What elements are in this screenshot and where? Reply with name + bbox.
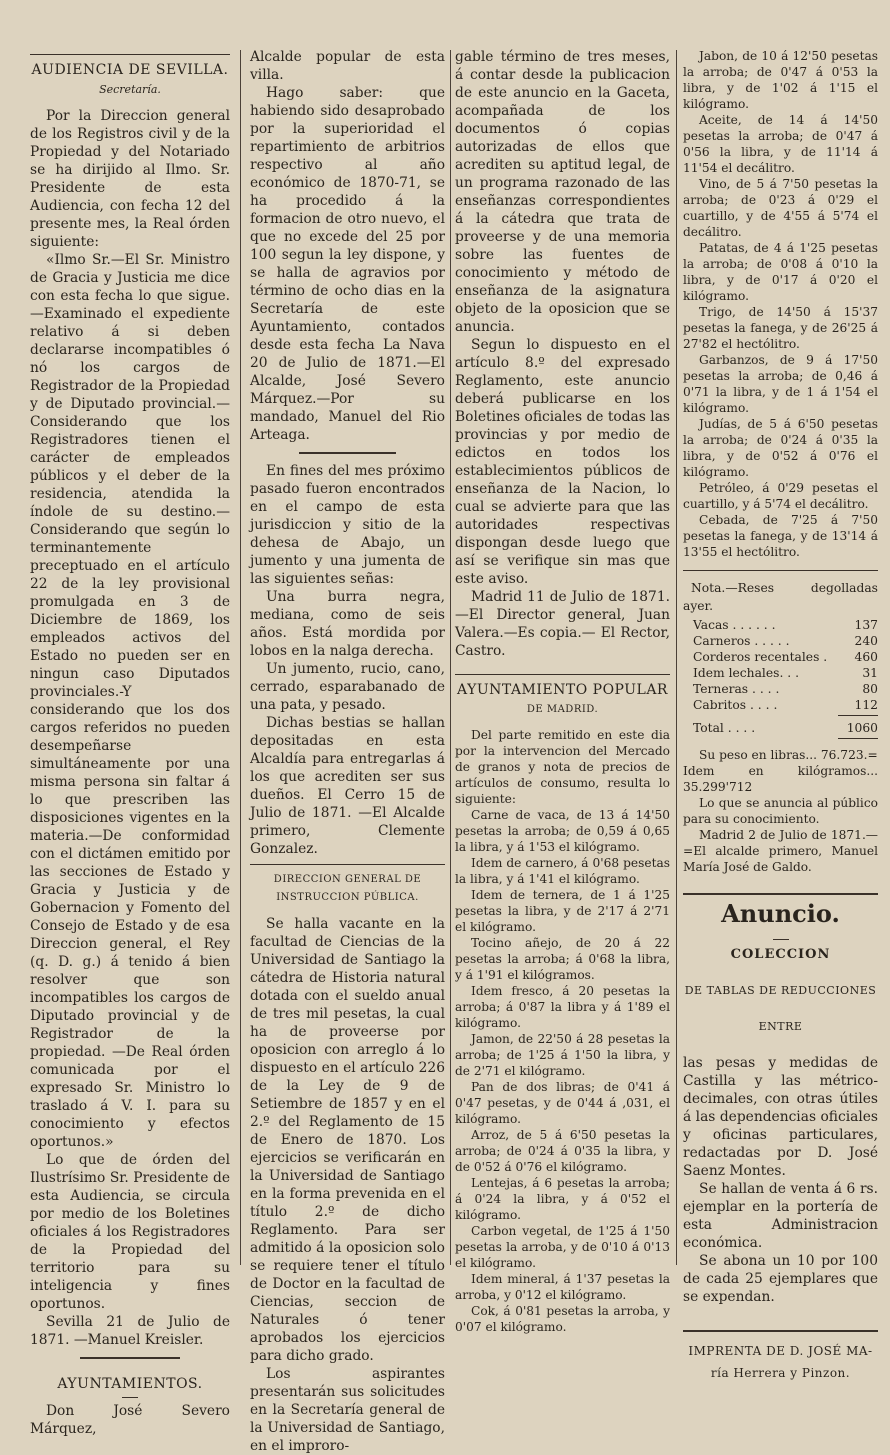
- rule: [773, 939, 789, 940]
- price-item: Idem de ternera, de 1 á 1'25 pesetas la libra, y de 2'17 á 2'71 el kilógramo.: [455, 888, 670, 934]
- price-item: Cebada, de 7'25 á 7'50 pesetas la fanega, y de 13'14 á 13'55 el hectólitro.: [683, 513, 878, 559]
- section-heading: DIRECCION GENERAL DE INSTRUCCION PÚBLICA.: [273, 874, 422, 903]
- column-divider: [450, 50, 451, 1265]
- rule: [683, 570, 878, 571]
- rule: [80, 1357, 180, 1359]
- column-4: [683, 48, 878, 1384]
- paragraph: Por la Direccion general de los Registros civil y de la Propiedad y del Notariado se ha dirijido al Ilmo. Sr. Presidente de esta Audiencia, con fecha 12 del presente mes, la Real órden siguiente:: [30, 108, 230, 250]
- price-item: Arroz, de 5 á 6'50 pesetas la arroba; de 0'24 á 0'35 la libra, y de 0'52 á 0'76 el kilógramo.: [455, 1128, 670, 1174]
- price-item: Petróleo, á 0'29 pesetas el cuartillo, y á 5'74 el decálitro.: [683, 481, 878, 511]
- paragraph: gable término de tres meses, á contar desde la publicacion de este anuncio en la Gaceta, acompañada de los documentos ó copias autorizadas de ellos que acrediten su aptitud legal, de un programa razonado de las enseñanzas correspondientes á la cátedra que trata de proveerse y de una memoria sobre las fuentes de conocimiento y método de enseñanza de la asignatura objeto de la oposicion que se anuncia.: [455, 49, 670, 335]
- signature: Madrid 2 de Julio de 1871.— =El alcalde primero, Manuel María José de Galdo.: [683, 828, 878, 874]
- note-row: [683, 665, 878, 681]
- paragraph: Alcalde popular de esta villa.: [250, 49, 445, 83]
- paragraph: Se hallan de venta á 6 rs. ejemplar en la portería de esta Administracion económica.: [683, 1181, 878, 1251]
- paragraph: Se abona un 10 por 100 de cada 25 ejemplares que se expendan.: [683, 1253, 878, 1305]
- paragraph: Don José Severo Márquez,: [30, 1403, 230, 1437]
- paragraph: En fines del mes próximo pasado fueron encontrados en el campo de esta jurisdiccion y sitio de la dehesa de Abajo, un jumento y una jumenta de las siguientes señas:: [250, 463, 445, 587]
- paragraph: Lo que se anuncia al público para su conocimiento.: [683, 796, 878, 826]
- note-row: [683, 649, 878, 665]
- column-divider: [240, 50, 241, 1265]
- rule: [122, 1397, 138, 1398]
- section-heading: AYUNTAMIENTOS.: [57, 1376, 203, 1392]
- rule: [683, 893, 878, 895]
- ad-line: DE TABLAS DE REDUCCIONES: [684, 984, 877, 997]
- weight-line: Idem en kilógramos... 35.299'712: [683, 764, 878, 794]
- note-value: 31: [862, 666, 878, 680]
- note-row: [683, 697, 878, 713]
- price-item: Vino, de 5 á 7'50 pesetas la arroba; de 0'23 á 0'29 el cuartillo, y de 4'55 á 5'74 el decálitro.: [683, 177, 878, 239]
- price-item: Idem fresco, á 20 pesetas la arroba; á 0'87 la libra y á 1'89 el kilógramo.: [455, 984, 670, 1030]
- printer-line: IMPRENTA DE D. JOSÉ MA-: [688, 1344, 873, 1358]
- note-label: Carneros . . . . .: [693, 634, 790, 648]
- paragraph: Madrid 11 de Julio de 1871.—El Director general, Juan Valera.—Es copia.— El Rector, Castro.: [455, 589, 670, 659]
- price-item: Idem de carnero, á 0'68 pesetas la libra, y á 1'41 el kilógramo.: [455, 856, 670, 886]
- rule: [455, 674, 670, 675]
- note-label: Terneras . . . .: [693, 682, 780, 696]
- note-value: 112: [854, 698, 878, 712]
- price-item: Tocino añejo, de 20 á 22 pesetas la arroba; á 0'68 la libra, y á 1'91 el kilógramos.: [455, 936, 670, 982]
- ad-heading: Anuncio.: [721, 899, 840, 928]
- column-3: [455, 48, 670, 1335]
- note-total: [683, 720, 878, 736]
- ad-coleccion: COLECCION: [730, 947, 831, 962]
- paragraph: las pesas y medidas de Castilla y las métrico-decimales, con otras útiles á las dependencias oficiales y oficinas particulares, redactadas por D. José Saenz Montes.: [683, 1055, 878, 1179]
- price-item: Idem mineral, á 1'37 pesetas la arroba, y 0'12 el kilógramo.: [455, 1272, 670, 1302]
- rule: [838, 715, 878, 716]
- note-value: 137: [854, 618, 878, 632]
- price-item: Aceite, de 14 á 14'50 pesetas la arroba; de 0'47 á 0'56 la libra, y de 11'14 á 11'54 el decálitro.: [683, 113, 878, 175]
- paragraph: Del parte remitido en este dia por la intervencion del Mercado de granos y nota de precios de artículos de consumo, resulta lo siguiente:: [455, 728, 670, 806]
- paragraph: Segun lo dispuesto en el artículo 8.º del expresado Reglamento, este anuncio deberá publicarse en los Boletines oficiales de todas las provincias y por medio de edictos en todos los establecimientos públicos de enseñanza de la Nacion, lo cual se advierte para que las autoridades respectivas dispongan desde luego que así se verifique sin mas que este aviso.: [455, 337, 670, 587]
- note-label: Cabritos . . . .: [693, 698, 778, 712]
- rule: [683, 1330, 878, 1332]
- printer-line: ría Herrera y Pinzon.: [710, 1366, 851, 1380]
- paragraph: Lo que de órden del Ilustrísimo Sr. Presidente de esta Audiencia, se circula por medio de los Boletines oficiales á los Registradores de la Propiedad del territorio para su inteligencia y fines oportunos.: [30, 1152, 230, 1312]
- price-item: Judías, de 5 á 6'50 pesetas la arroba; de 0'24 á 0'35 la libra, y de 0'52 á 0'76 el kilógramo.: [683, 417, 878, 479]
- paragraph: Dichas bestias se hallan depositadas en esta Alcaldía para entregarlas á los que acrediten ser sus dueños. El Cerro 15 de Julio de 1871. —El Alcalde primero, Clemente Gonzalez.: [250, 715, 445, 857]
- paragraph: Sevilla 21 de Julio de 1871. —Manuel Kreisler.: [30, 1314, 230, 1348]
- note-row: [683, 681, 878, 697]
- paragraph: «Ilmo Sr.—El Sr. Ministro de Gracia y Justicia me dice con esta fecha lo que sigue.—Examinado el expediente relativo á si deben declararse incompatibles ó nó los cargos de Registrador de la Propiedad y de Diputado provincial.—Considerando que los Registradores tienen el carácter de empleados públicos y el deber de la residencia, atendida la índole de su destino.—Considerando que según lo terminantemente preceptuado en el artículo 22 de la ley provisional promulgada en 3 de Diciembre de 1869, los empleados activos del Estado no pueden ser en ningun caso Diputados provinciales.-Y considerando que los dos cargos referidos no pueden desempeñarse simultáneamente por una misma persona sin faltar á lo que prescriben las disposiciones vigentes en la materia.—De conformidad con el dictámen emitido por las secciones de Estado y Gracia y Justicia y de Gobernacion y Fomento del Consejo de Estado y de esa Direccion general, el Rey (q. D. g.) á tenido á bien resolver que son incompatibles los cargos de Diputado provincial y de Registrador de la propiedad. —De Real órden comunicada por el expresado Sr. Ministro lo traslado á V. I. para su conocimiento y efectos oportunos.»: [30, 252, 230, 1150]
- price-item: Garbanzos, de 9 á 17'50 pesetas la arroba; de 0,46 á 0'71 la libra, y de 1 á 1'54 el kilógramo.: [683, 353, 878, 415]
- rule: [30, 54, 230, 55]
- price-item: Jamon, de 22'50 á 28 pesetas la arroba; de 1'25 á 1'50 la libra, y de 2'71 el kilógramo.: [455, 1032, 670, 1078]
- note-label: Idem lechales. . .: [693, 666, 799, 680]
- column-2: [250, 48, 445, 1455]
- total-value: 1060: [846, 721, 878, 735]
- note-row: [683, 633, 878, 649]
- price-item: Cok, á 0'81 pesetas la arroba, y 0'07 el kilógramo.: [455, 1304, 670, 1334]
- column-1: [30, 48, 230, 1438]
- note-value: 460: [854, 650, 878, 664]
- rule: [299, 452, 397, 454]
- note-label: Corderos recentales .: [693, 650, 828, 664]
- price-item: Trigo, de 14'50 á 15'37 pesetas la fanega, y de 26'25 á 27'82 el hectólitro.: [683, 305, 878, 351]
- paragraph: Una burra negra, mediana, como de seis años. Está mordida por lobos en la nalga derecha.: [250, 589, 445, 659]
- paragraph: Se halla vacante en la facultad de Ciencias de la Universidad de Santiago la cátedra de Historia natural dotada con el sueldo anual de tres mil pesetas, la cual ha de proveerse por oposicion con arreglo á lo dispuesto en el artículo 226 de la Ley de 9 de Setiembre de 1857 y en el 2.º del Reglamento de 15 de Enero de 1870. Los ejercicios se verificarán en la Universidad de Santiago en la forma prevenida en el título 2.º de dicho Reglamento. Para ser admitido á la oposicion solo se requiere tener el título de Doctor en la facultad de Ciencias, seccion de Naturales ó tener aprobados los ejercicios para dicho grado.: [250, 916, 445, 1364]
- weight-line: Su peso en libras... 76.723.=: [699, 748, 878, 762]
- column-divider: [676, 50, 677, 1265]
- section-heading: AUDIENCIA DE SEVILLA.: [31, 62, 229, 78]
- section-subheading: Secretaría.: [99, 83, 161, 96]
- paragraph: Hago saber: que habiendo sido desaprobado por la superioridad el repartimiento de arbitrios respectivo al año económico de 1870-71, se ha procedido á la formacion de otro nuevo, el que no excede del 25 por 100 segun la ley dispone, y se halla de agravios por término de ocho dias en la Secretaría de este Ayuntamiento, contados desde esta fecha La Nava 20 de Julio de 1871.—El Alcalde, José Severo Márquez.—Por su mandado, Manuel del Rio Arteaga.: [250, 85, 445, 443]
- ad-line: ENTRE: [758, 1020, 803, 1033]
- note-title: Nota.—Reses degolladas ayer.: [683, 581, 878, 613]
- note-value: 80: [862, 682, 878, 696]
- note-row: [683, 617, 878, 633]
- rule: [250, 864, 445, 865]
- section-subheading: DE MADRID.: [526, 704, 599, 715]
- paragraph: Los aspirantes presentarán sus solicitudes en la Secretaría general de la Universidad de Santiago, en el improro-: [250, 1366, 445, 1454]
- price-item: Jabon, de 10 á 12'50 pesetas la arroba; de 0'47 á 0'53 la libra, y de 1'02 á 1'15 el kilógramo.: [683, 49, 878, 111]
- price-item: Pan de dos libras; de 0'41 á 0'47 pesetas, y de 0'44 á ,031, el kilógramo.: [455, 1080, 670, 1126]
- section-heading: AYUNTAMIENTO POPULAR: [457, 682, 668, 698]
- price-item: Patatas, de 4 á 1'25 pesetas la arroba; de 0'08 á 0'10 la libra, y de 0'17 á 0'20 el kilógramo.: [683, 241, 878, 303]
- price-item: Carne de vaca, de 13 á 14'50 pesetas la arroba; de 0,59 á 0,65 la libra, y á 1'53 el kilógramo.: [455, 808, 670, 854]
- rule: [838, 738, 878, 739]
- note-label: Vacas . . . . . .: [693, 618, 776, 632]
- price-item: Lentejas, á 6 pesetas la arroba; á 0'24 la libra, y á 0'52 el kilógramo.: [455, 1176, 670, 1222]
- paragraph: Un jumento, rucio, cano, cerrado, esparabanado de una pata, y pesado.: [250, 661, 445, 713]
- note-value: 240: [854, 634, 878, 648]
- total-label: Total . . . .: [693, 721, 756, 735]
- price-item: Carbon vegetal, de 1'25 á 1'50 pesetas la arroba, y de 0'10 á 0'13 el kilógramo.: [455, 1224, 670, 1270]
